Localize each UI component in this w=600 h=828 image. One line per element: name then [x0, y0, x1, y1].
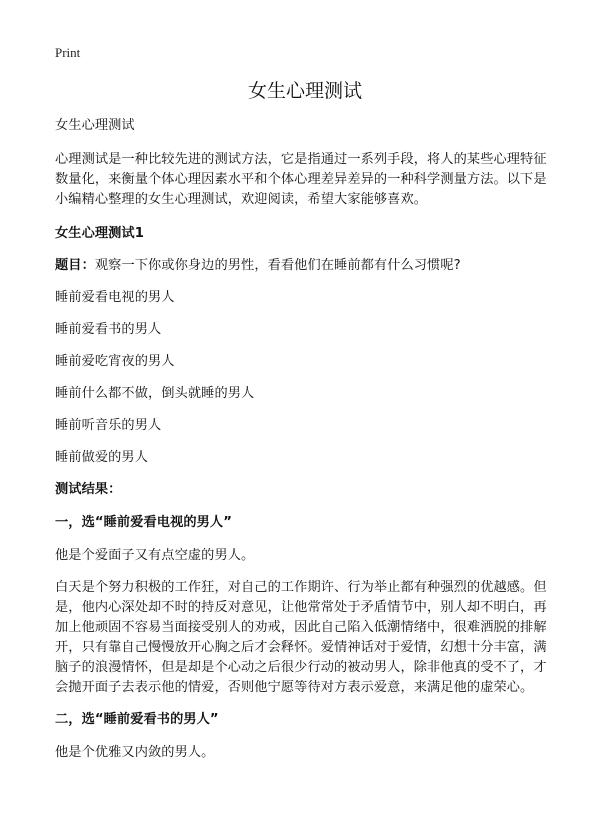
results-title: 测试结果： [55, 482, 122, 497]
section-title: 女生心理测试1 [55, 226, 145, 241]
answer-heading: 一，选“睡前爱看电视的男人” [55, 515, 232, 530]
answer-summary: 他是个优雅又内敛的男人。 [55, 745, 215, 760]
answer-body: 白天是个努力积极的工作狂，对自己的工作期许、行为举止都有种强烈的优越感。但是，他内心深处却不时的持反对意见，让他常常处于矛盾情节中，别人却不明白，再加上他顽固不容易当面接受别人的劝戒，因此自己陷入低潮情绪中，很难洒脱的排解开，只有靠自己慢慢放开心胸之后才会释怀。爱情神话对于爱情，幻想十分丰富，满脑子的浪漫情怀，但是却是个心动之后很少行动的被动男人，除非他真的受不了，才会抛开面子去表示他的情爱，否则他宁愿等待对方表示爱意，来满足他的虚荣心。 [55, 580, 547, 695]
print-label: Print [55, 45, 81, 60]
document-page [55, 44, 555, 775]
page-title: 女生心理测试 [247, 80, 362, 102]
answer-heading: 二，选“睡前爱看书的男人” [55, 712, 219, 727]
answer-summary: 他是个爱面子又有点空虚的男人。 [55, 548, 255, 563]
option-item: 睡前听音乐的男人 [55, 418, 162, 433]
option-item: 睡前爱吃宵夜的男人 [55, 354, 175, 369]
option-item: 睡前什么都不做，倒头就睡的男人 [55, 386, 255, 401]
question-text: 观察一下你或你身边的男性，看看他们在睡前都有什么习惯呢? [94, 258, 461, 273]
article-subtitle: 女生心理测试 [55, 118, 135, 133]
option-item: 睡前爱看书的男人 [55, 322, 162, 337]
option-item: 睡前做爱的男人 [55, 450, 149, 465]
option-item: 睡前爱看电视的男人 [55, 290, 175, 305]
question-label: 题目： [55, 258, 95, 273]
question [55, 256, 555, 276]
intro-paragraph: 心理测试是一种比较先进的测试方法，它是指通过一系列手段，将人的某些心理特征数量化，来衡量个体心理因素水平和个体心理差异差异的一种科学测量方法。以下是小编精心整理的女生心理测试，欢迎阅读，希望大家能够喜欢。 [55, 152, 547, 207]
